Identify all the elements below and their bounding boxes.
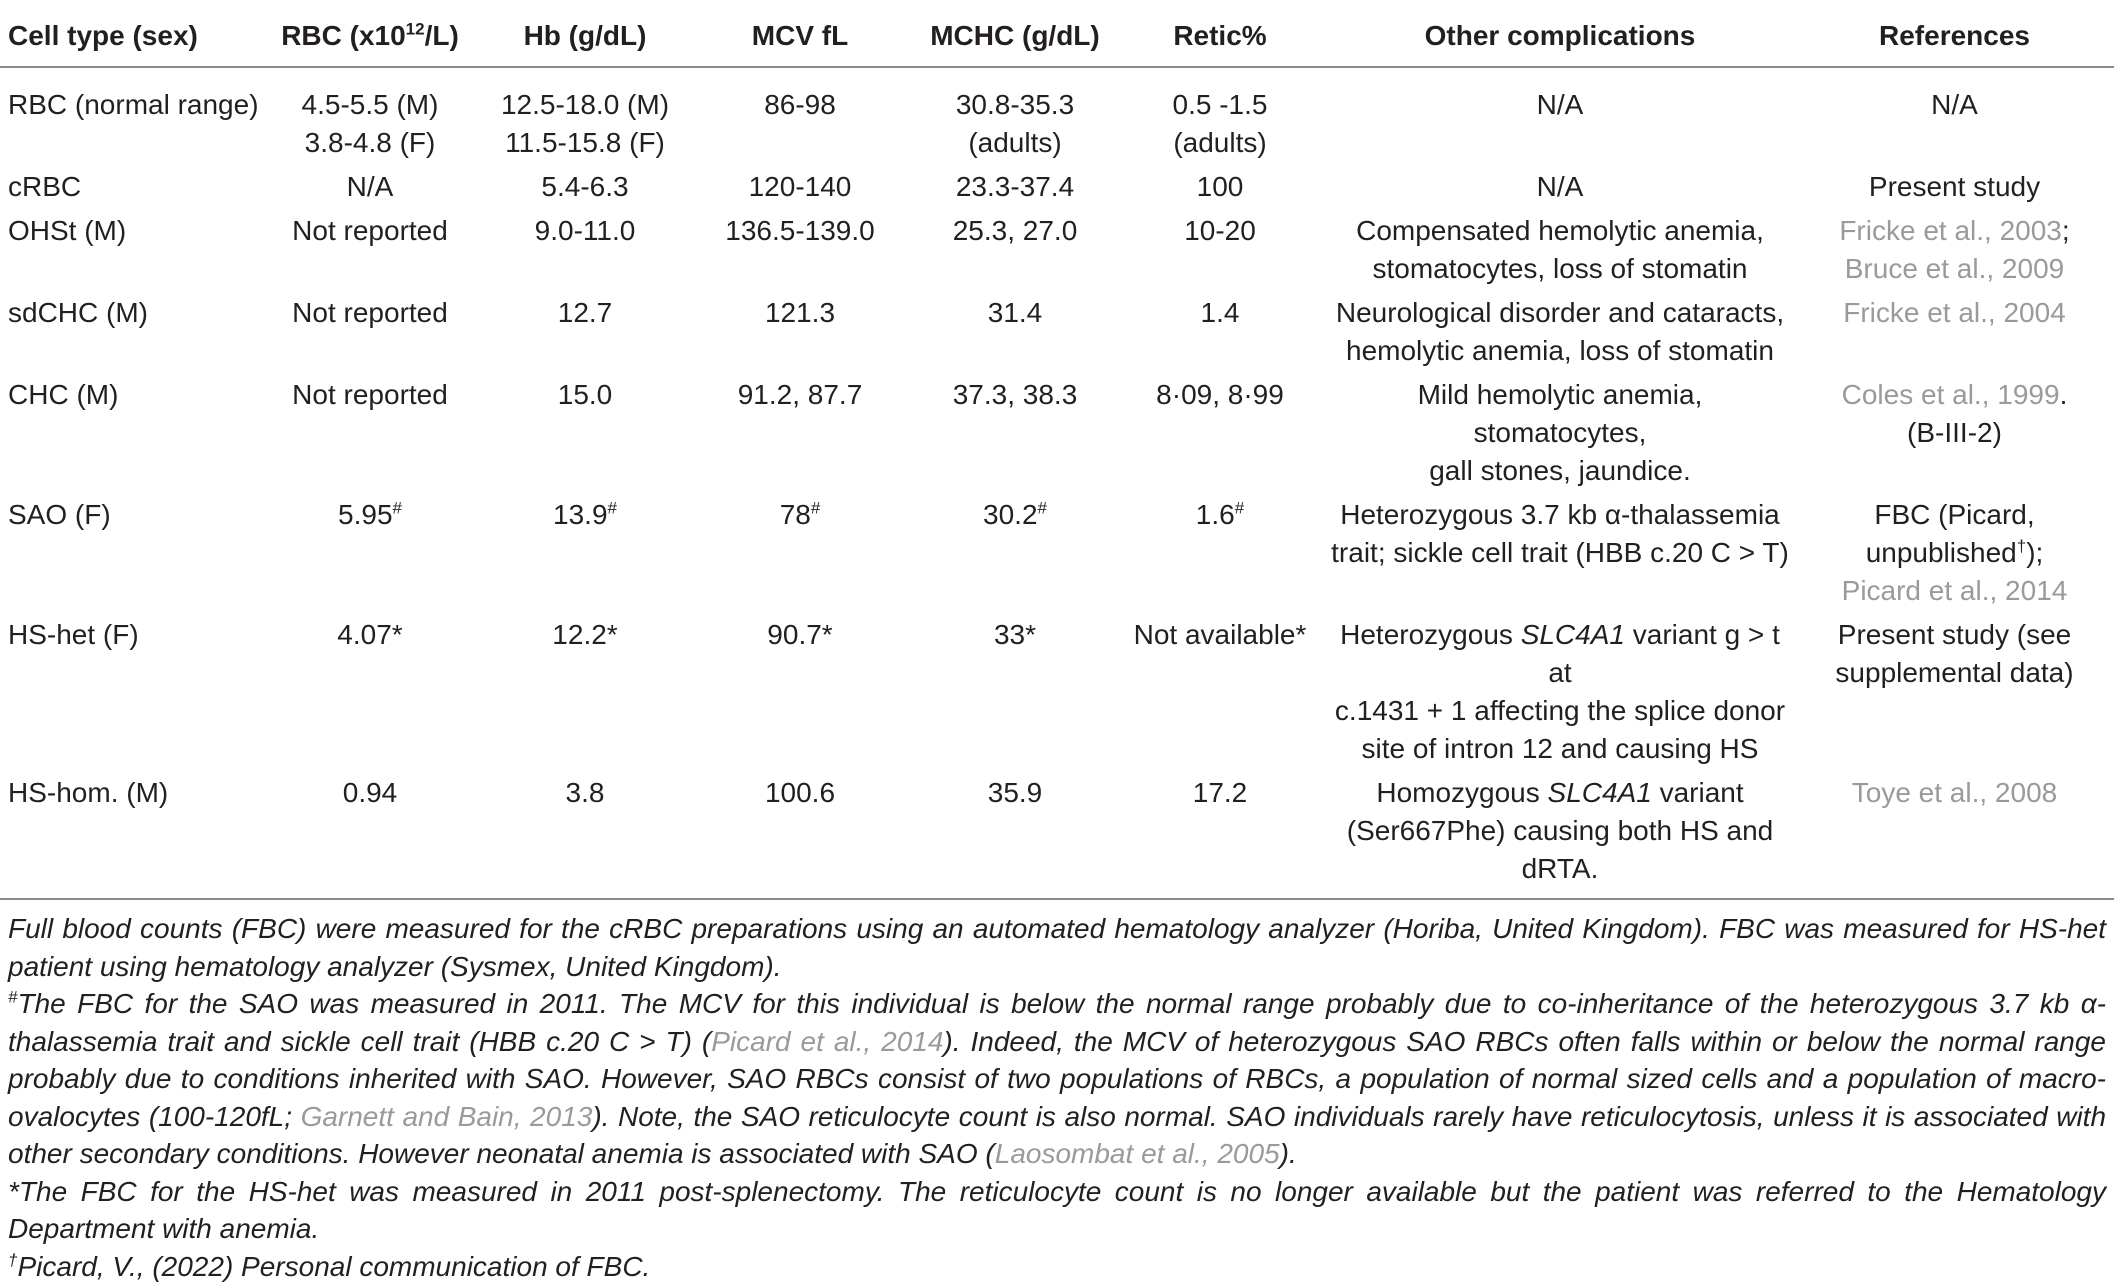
cell-hb: 5.4-6.3	[485, 162, 685, 206]
hash-mark: #	[393, 499, 402, 518]
cell-other	[1325, 768, 1795, 898]
cell-references	[1795, 610, 2114, 768]
dagger-mark: †	[8, 1250, 17, 1269]
footnote-text: Picard, V., (2022) Personal communication of FBC.	[17, 1251, 650, 1282]
cell-hb: 12.2*	[485, 610, 685, 768]
cell-hb	[485, 67, 685, 162]
hb-line: 12.5-18.0 (M)	[489, 86, 681, 124]
cell-mchc	[915, 67, 1115, 162]
header-references: References	[1795, 0, 2114, 67]
cell-retic: 1.4	[1115, 288, 1325, 370]
cell-references	[1795, 370, 2114, 490]
cell-retic: 17.2	[1115, 768, 1325, 898]
cell-mcv: 121.3	[685, 288, 915, 370]
reference-link[interactable]: Fricke et al., 2004	[1843, 297, 2066, 328]
mcv-value: 78	[780, 499, 811, 530]
rbc-line: 4.5-5.5 (M)	[259, 86, 481, 124]
cell-retic: 10-20	[1115, 206, 1325, 288]
footnote-hs-het: *The FBC for the HS-het was measured in 2011 post-splenectomy. The reticulocyte count is no longer available but the patient was referred to the Hematology Department with anemia.	[8, 1173, 2106, 1248]
header-mcv: MCV fL	[685, 0, 915, 67]
table-row	[0, 490, 2114, 610]
cell-references: Present study	[1795, 162, 2114, 206]
footnote-sao	[8, 985, 2106, 1173]
footnote-text: The FBC for the SAO was measured in 2011. The MCV for this individual is below the normal range probably due to co-inheritance of the heterozygous 3.7 kb α-thalassemia trait and sickle cell trait (HBB c.20 C > T) (	[8, 988, 2106, 1057]
cell-references: N/A	[1795, 67, 2114, 162]
mchc-line: 30.8-35.3	[919, 86, 1111, 124]
ref-text: Present study (see	[1799, 616, 2110, 654]
cell-hb: 9.0-11.0	[485, 206, 685, 288]
other-line: c.1431 + 1 affecting the splice donor	[1329, 692, 1791, 730]
cell-mcv: 86-98	[685, 67, 915, 162]
cell-mchc: 31.4	[915, 288, 1115, 370]
reference-link[interactable]: Toye et al., 2008	[1852, 777, 2057, 808]
cell-mcv: 90.7*	[685, 610, 915, 768]
ref-text: FBC (Picard,	[1799, 496, 2110, 534]
cell-rbc: 0.94	[255, 768, 485, 898]
other-line: Mild hemolytic anemia, stomatocytes,	[1329, 376, 1791, 452]
other-text: Homozygous	[1376, 777, 1547, 808]
table-row	[0, 768, 2114, 898]
cell-retic: Not available*	[1115, 610, 1325, 768]
cell-mcv	[685, 490, 915, 610]
cell-other	[1325, 288, 1795, 370]
cell-other	[1325, 206, 1795, 288]
other-text: Heterozygous	[1340, 619, 1521, 650]
ref-text: unpublished	[1866, 537, 2017, 568]
footnote-fbc-methods: Full blood counts (FBC) were measured for the cRBC preparations using an automated hematology analyzer (Horiba, United Kingdom). FBC was measured for HS-het patient using hematology analyzer (Sysmex, United Kingdom).	[8, 910, 2106, 985]
cell-type: SAO (F)	[0, 490, 255, 610]
cell-rbc	[255, 67, 485, 162]
cell-type: CHC (M)	[0, 370, 255, 490]
footnote-text: ). Note, the SAO reticulocyte count is also normal. SAO individuals rarely have reticulocytosis, unless it is associated with other secondary conditions. However neonatal anemia is associated with SAO (	[8, 1101, 2106, 1170]
cell-type: OHSt (M)	[0, 206, 255, 288]
rbc-line: 3.8-4.8 (F)	[259, 124, 481, 162]
cell-other	[1325, 610, 1795, 768]
cell-rbc: Not reported	[255, 206, 485, 288]
cell-references	[1795, 288, 2114, 370]
table-footnotes	[0, 898, 2114, 1285]
table-row	[0, 610, 2114, 768]
cell-type: HS-hom. (M)	[0, 768, 255, 898]
cell-hb	[485, 490, 685, 610]
hb-value: 13.9	[553, 499, 608, 530]
cell-references	[1795, 490, 2114, 610]
ref-note: (B-III-2)	[1799, 414, 2110, 452]
header-mchc: MCHC (g/dL)	[915, 0, 1115, 67]
cell-mchc: 33*	[915, 610, 1115, 768]
table-row	[0, 162, 2114, 206]
header-cell-type: Cell type (sex)	[0, 0, 255, 67]
cell-retic	[1115, 67, 1325, 162]
other-line: trait; sickle cell trait (HBB c.20 C > T)	[1329, 534, 1791, 572]
other-line: dRTA.	[1329, 850, 1791, 888]
cell-references	[1795, 768, 2114, 898]
table-row	[0, 67, 2114, 162]
hash-mark: #	[8, 988, 17, 1007]
cell-rbc: Not reported	[255, 288, 485, 370]
header-rbc	[255, 0, 485, 67]
cell-mcv: 120-140	[685, 162, 915, 206]
cell-mchc	[915, 490, 1115, 610]
retic-value: 1.6	[1196, 499, 1235, 530]
table-row	[0, 288, 2114, 370]
dagger-mark: †	[2017, 537, 2026, 556]
hash-mark: #	[1235, 499, 1244, 518]
mchc-value: 30.2	[983, 499, 1038, 530]
cell-mchc: 23.3-37.4	[915, 162, 1115, 206]
retic-line: 0.5 -1.5	[1119, 86, 1321, 124]
footnote-text: ). Indeed, the MCV of heterozygous SAO RBCs often falls within or below the normal range probably due to conditions inherited with SAO. However, SAO RBCs consist of two populations of RBCs, a population of normal sized cells and a population of macro-ovalocytes (100-120fL;	[8, 1026, 2106, 1132]
cell-rbc	[255, 490, 485, 610]
header-rbc-exponent: 12	[406, 20, 425, 39]
cell-hb: 12.7	[485, 288, 685, 370]
cell-rbc: Not reported	[255, 370, 485, 490]
header-row	[0, 0, 2114, 67]
cell-type: RBC (normal range)	[0, 67, 255, 162]
footnote-personal-communication	[8, 1248, 2106, 1285]
cell-references	[1795, 206, 2114, 288]
ref-text: supplemental data)	[1799, 654, 2110, 692]
cell-other: N/A	[1325, 67, 1795, 162]
other-line: site of intron 12 and causing HS	[1329, 730, 1791, 768]
cell-mchc: 37.3, 38.3	[915, 370, 1115, 490]
cell-other	[1325, 370, 1795, 490]
cell-other	[1325, 490, 1795, 610]
other-line: gall stones, jaundice.	[1329, 452, 1791, 490]
header-rbc-prefix: RBC (x10	[281, 20, 405, 51]
hash-mark: #	[811, 499, 820, 518]
reference-link[interactable]: Picard et al., 2014	[1842, 575, 2068, 606]
table-row	[0, 370, 2114, 490]
cell-mchc: 25.3, 27.0	[915, 206, 1115, 288]
cell-other: N/A	[1325, 162, 1795, 206]
other-text: variant	[1652, 777, 1744, 808]
cell-retic	[1115, 490, 1325, 610]
cell-mcv: 136.5-139.0	[685, 206, 915, 288]
header-retic: Retic%	[1115, 0, 1325, 67]
reference-link[interactable]: Fricke et al., 2003	[1839, 215, 2062, 246]
cell-hb: 15.0	[485, 370, 685, 490]
cell-retic: 100	[1115, 162, 1325, 206]
cell-hb: 3.8	[485, 768, 685, 898]
other-line: stomatocytes, loss of stomatin	[1329, 250, 1791, 288]
cell-mchc: 35.9	[915, 768, 1115, 898]
retic-line: (adults)	[1119, 124, 1321, 162]
ref-separator: .	[2060, 379, 2068, 410]
other-text: variant g > t at	[1548, 619, 1780, 688]
other-line: hemolytic anemia, loss of stomatin	[1329, 332, 1791, 370]
gene-name: SLC4A1	[1548, 777, 1652, 808]
reference-link[interactable]: Laosombat et al., 2005	[995, 1138, 1280, 1169]
gene-name: SLC4A1	[1521, 619, 1625, 650]
cell-rbc: 4.07*	[255, 610, 485, 768]
ref-separator: ;	[2062, 215, 2070, 246]
reference-link[interactable]: Coles et al., 1999	[1842, 379, 2060, 410]
mchc-line: (adults)	[919, 124, 1111, 162]
cell-rbc: N/A	[255, 162, 485, 206]
cell-type: cRBC	[0, 162, 255, 206]
cell-type: HS-het (F)	[0, 610, 255, 768]
hash-mark: #	[608, 499, 617, 518]
other-line: Neurological disorder and cataracts,	[1329, 294, 1791, 332]
cell-retic: 8·09, 8·99	[1115, 370, 1325, 490]
hash-mark: #	[1038, 499, 1047, 518]
other-line: Heterozygous 3.7 kb α-thalassemia	[1329, 496, 1791, 534]
cell-mcv: 91.2, 87.7	[685, 370, 915, 490]
reference-link[interactable]: Garnett and Bain, 2013	[301, 1101, 593, 1132]
rbc-value: 5.95	[338, 499, 393, 530]
cell-mcv: 100.6	[685, 768, 915, 898]
table-row	[0, 206, 2114, 288]
header-hb: Hb (g/dL)	[485, 0, 685, 67]
cell-type: sdCHC (M)	[0, 288, 255, 370]
hb-line: 11.5-15.8 (F)	[489, 124, 681, 162]
header-other-complications: Other complications	[1325, 0, 1795, 67]
other-line: (Ser667Phe) causing both HS and	[1329, 812, 1791, 850]
reference-link[interactable]: Picard et al., 2014	[711, 1026, 943, 1057]
reference-link[interactable]: Bruce et al., 2009	[1845, 253, 2064, 284]
ref-separator: );	[2026, 537, 2043, 568]
other-line: Compensated hemolytic anemia,	[1329, 212, 1791, 250]
header-rbc-suffix: /L)	[425, 20, 459, 51]
footnote-text: ).	[1280, 1138, 1297, 1169]
